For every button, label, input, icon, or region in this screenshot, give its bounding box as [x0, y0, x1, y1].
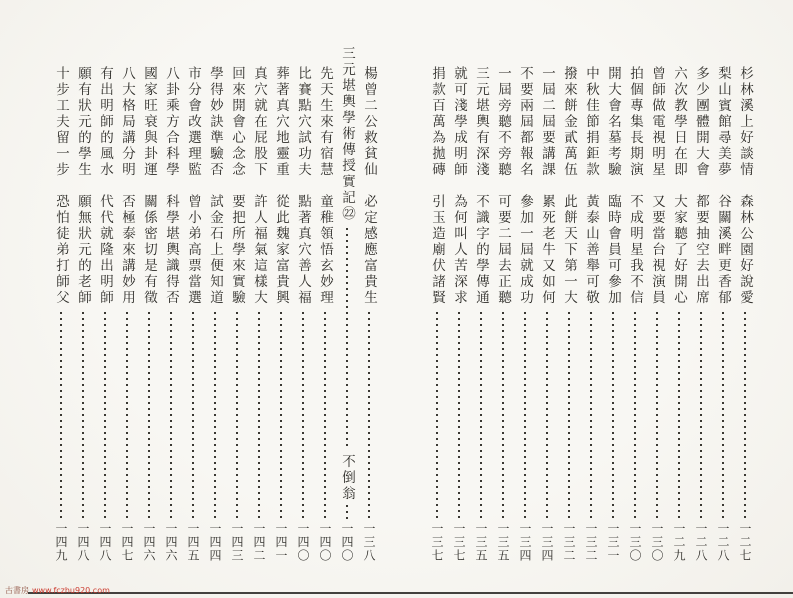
- toc-entry: [161, 46, 181, 576]
- entry-title: 六次教學日在即 大家聽了好開心: [671, 66, 687, 306]
- toc-section-header: [337, 46, 357, 576]
- page-number: 一四七: [120, 522, 134, 563]
- dotted-leader: [634, 312, 636, 519]
- page-number: 一二八: [694, 522, 708, 563]
- dotted-leader: [656, 312, 658, 519]
- page-number: 一三四: [518, 522, 532, 563]
- page-number: 一四四: [208, 522, 222, 563]
- entry-title: 葬著真穴地靈重 從此魏家富貴興: [273, 66, 289, 306]
- dotted-leader: [170, 312, 172, 519]
- dotted-leader: [700, 312, 702, 519]
- watermark-shop-name: 古書房: [5, 586, 29, 595]
- toc-entry: [449, 46, 469, 576]
- toc-entry: [227, 46, 247, 576]
- dotted-leader: [744, 312, 746, 519]
- entry-title: 有出明師的風水 代代就隆出明師: [97, 66, 113, 306]
- page-number: 一四二: [252, 522, 266, 563]
- dotted-leader: [192, 312, 194, 519]
- entry-title: 真穴就在屁股下 許人福氣這樣大: [251, 66, 267, 306]
- page-number: 一三〇: [628, 522, 642, 563]
- toc-entry: [515, 46, 535, 576]
- entry-title: 中秋佳節捐鉅款 黃泰山善舉可敬: [583, 66, 599, 306]
- dotted-leader: [678, 312, 680, 519]
- toc-entry: [293, 46, 313, 576]
- dotted-leader: [368, 312, 370, 519]
- toc-entry: [359, 46, 379, 576]
- toc-entry: [581, 46, 601, 576]
- toc-entry: [95, 46, 115, 576]
- entry-title: 願有狀元的學生 願無狀元的老師: [75, 66, 91, 306]
- dotted-leader: [214, 312, 216, 519]
- dotted-leader: [236, 312, 238, 519]
- toc-entry: [559, 46, 579, 576]
- toc-entry: [427, 46, 447, 576]
- entry-title: 就可淺學成明師 為何叫人苦深求: [451, 66, 467, 306]
- dotted-leader: [302, 312, 304, 519]
- toc-entry: [493, 46, 513, 576]
- entry-title: 八大格局講分明 否極泰來講妙用: [119, 66, 135, 306]
- page-number: 一四三: [230, 522, 244, 563]
- page-number: 一三二: [562, 522, 576, 563]
- toc-columns: [32, 46, 755, 576]
- entry-title: 先天生來有宿慧 童稚領悟玄妙理: [317, 66, 333, 306]
- entry-title: 一屆二屆要講課 累死老牛又如何: [539, 66, 555, 306]
- toc-entry: [713, 46, 733, 576]
- page-number: 一四〇: [340, 522, 354, 563]
- entry-title: 楊曾二公救貧仙 必定感應富貴生: [361, 66, 377, 306]
- entry-title: 學得妙訣準驗否 試金石上便知道: [207, 66, 223, 306]
- page-number: 一三五: [496, 522, 510, 563]
- page-number: 一三五: [474, 522, 488, 563]
- bottom-rule-line: [28, 592, 793, 594]
- dotted-leader: [346, 505, 348, 519]
- entry-author: 不倒翁: [339, 454, 355, 502]
- toc-entry: [249, 46, 269, 576]
- dotted-leader: [346, 228, 348, 449]
- watermark: [5, 586, 110, 596]
- page-number: 一三二: [584, 522, 598, 563]
- entry-title: 開大會名墓考驗 臨時會員可參加: [605, 66, 621, 306]
- dotted-leader: [480, 312, 482, 519]
- page-number: 一四五: [186, 522, 200, 563]
- page-number: 一三七: [430, 522, 444, 563]
- entry-title: 十步工夫留一步 恐怕徒弟打師父: [53, 66, 69, 306]
- page-number: 一四六: [164, 522, 178, 563]
- page-number: 一二七: [738, 522, 752, 563]
- dotted-leader: [148, 312, 150, 519]
- toc-entry: [315, 46, 335, 576]
- page-number: 一三四: [540, 522, 554, 563]
- entry-title: 撥來餅金貳萬伍 此餅天下第一大: [561, 66, 577, 306]
- entry-title: 比賽點穴試功夫 點著真穴善人福: [295, 66, 311, 306]
- toc-entry: [271, 46, 291, 576]
- entry-title: 拍個專集長期演 不成明星我不信: [627, 66, 643, 306]
- toc-entry: [183, 46, 203, 576]
- entry-title: 國家旺衰與卦運 關係密切是有徵: [141, 66, 157, 306]
- entry-title: 梨山賓館尋美夢 谷關溪畔更香郁: [715, 66, 731, 306]
- entry-title: 曾師做電視明星 又要當台視演員: [649, 66, 665, 306]
- dotted-leader: [280, 312, 282, 519]
- toc-entry: [117, 46, 137, 576]
- dotted-leader: [126, 312, 128, 519]
- dotted-leader: [258, 312, 260, 519]
- page-number: 一三〇: [650, 522, 664, 563]
- toc-entry: [205, 46, 225, 576]
- page-number: 一四八: [76, 522, 90, 563]
- entry-title: 捐款百萬為拋磚 引玉造廟伏諸賢: [429, 66, 445, 306]
- entry-title: 不要兩屆都報名 參加一屆就成功: [517, 66, 533, 306]
- entry-title: 杉林溪上好談情 森林公園好說愛: [737, 66, 753, 306]
- toc-entry: [691, 46, 711, 576]
- dotted-leader: [458, 312, 460, 519]
- toc-entry: [669, 46, 689, 576]
- dotted-leader: [324, 312, 326, 519]
- page-number: 一四〇: [318, 522, 332, 563]
- toc-entry: [647, 46, 667, 576]
- dotted-leader: [82, 312, 84, 519]
- page-number: 一四九: [54, 522, 68, 563]
- toc-entry: [139, 46, 159, 576]
- page-number: 一四六: [142, 522, 156, 563]
- toc-entry: [735, 46, 755, 576]
- page-number: 一四〇: [296, 522, 310, 563]
- dotted-leader: [436, 312, 438, 519]
- toc-entry: [51, 46, 71, 576]
- page-number: 一二八: [716, 522, 730, 563]
- dotted-leader: [104, 312, 106, 519]
- page-number: 一三七: [452, 522, 466, 563]
- entry-title: 市分會改選理監 曾小弟高票當選: [185, 66, 201, 306]
- entry-title: 三元堪輿有深淺 不識字的學傳通: [473, 66, 489, 306]
- page-number: 一四八: [98, 522, 112, 563]
- entry-title: 回來開會心念念 要把所學來實驗: [229, 66, 245, 306]
- dotted-leader: [546, 312, 548, 519]
- entry-title: 多少團體開大會 都要抽空去出席: [693, 66, 709, 306]
- dotted-leader: [612, 312, 614, 519]
- entry-title: 八卦乘方合科學 科學堪輿識得否: [163, 66, 179, 306]
- toc-entry: [603, 46, 623, 576]
- page-number: 一三一: [606, 522, 620, 563]
- page-number: 一二九: [672, 522, 686, 563]
- dotted-leader: [722, 312, 724, 519]
- toc-entry: [537, 46, 557, 576]
- toc-entry: [471, 46, 491, 576]
- page-number: 一三八: [362, 522, 376, 563]
- toc-entry: [625, 46, 645, 576]
- toc-entry: [73, 46, 93, 576]
- dotted-leader: [590, 312, 592, 519]
- page-number: 一四一: [274, 522, 288, 563]
- dotted-leader: [60, 312, 62, 519]
- entry-title: 三元堪輿學術傳授實記㉒: [339, 46, 355, 222]
- entry-title: 一屆旁聽不旁聽 可要二屆去正聽: [495, 66, 511, 306]
- watermark-url: www.fczhu920.com: [32, 586, 110, 595]
- dotted-leader: [502, 312, 504, 519]
- dotted-leader: [568, 312, 570, 519]
- dotted-leader: [524, 312, 526, 519]
